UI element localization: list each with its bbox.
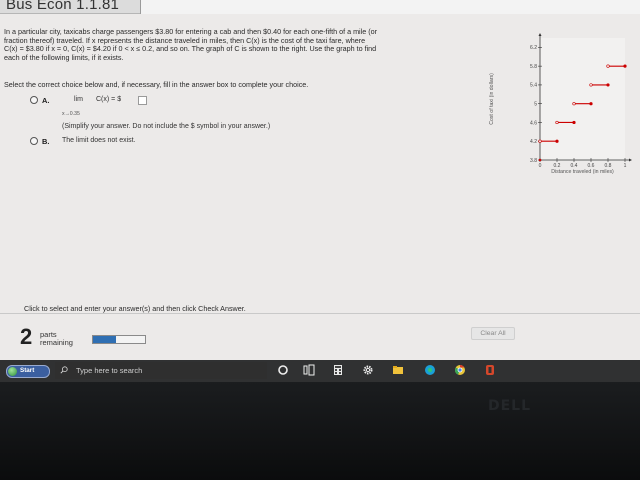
y-axis-arrow [539, 33, 542, 36]
window-title: Bus Econ 1.1.81 [6, 0, 120, 13]
x-axis-arrow [629, 159, 632, 162]
step-closed-point [573, 121, 576, 124]
limit-expression: C(x) = $ [96, 96, 122, 103]
taskbar-search[interactable] [55, 362, 267, 379]
question-line: each of the following limits, if it exists. [4, 52, 124, 62]
search-icon [60, 366, 68, 374]
y-tick-label: 5.4 [530, 82, 537, 89]
x-tick-label: 0.2 [553, 163, 561, 169]
question-text [4, 28, 478, 62]
choice-a-radio[interactable] [30, 96, 38, 104]
search-placeholder: Type here to search [76, 366, 143, 375]
y-tick-label: 5.8 [530, 63, 537, 70]
footer-divider [0, 313, 640, 314]
step-closed-point [590, 102, 593, 105]
edge-icon[interactable] [424, 364, 436, 376]
start-point [539, 159, 542, 162]
question-line: C(x) = $3.80 if x = 0, C(x) = $4.20 if 0 < x ≤ 0.2, and so on. The graph of C is shown to the right. Use the graph to find [4, 44, 377, 54]
chrome-icon[interactable] [454, 364, 466, 376]
step-closed-point [556, 140, 559, 143]
click-instruction: Click to select and enter your answer(s) and then click Check Answer. [24, 304, 246, 313]
y-tick-label: 4.6 [530, 120, 537, 127]
choice-b-radio[interactable] [30, 137, 38, 145]
taxi-cost-graph [485, 32, 635, 182]
title-bar [0, 0, 640, 14]
settings-icon[interactable] [362, 364, 374, 376]
x-axis-label: Distance traveled (in miles) [551, 169, 614, 175]
step-open-point [607, 65, 610, 68]
limit-symbol: lim [74, 96, 83, 103]
progress-bar [92, 335, 146, 344]
calculator-icon[interactable] [332, 364, 344, 376]
choice-a-letter: A. [42, 96, 50, 105]
x-tick-label: 0.8 [604, 163, 612, 169]
x-tick-label: 1 [623, 163, 627, 169]
x-tick-label: 0.6 [587, 163, 595, 169]
x-tick-label: 0 [538, 163, 542, 169]
step-open-point [590, 84, 593, 87]
step-closed-point [624, 65, 627, 68]
step-open-point [573, 102, 576, 105]
dell-logo: DELL [488, 398, 532, 414]
step-closed-point [607, 84, 610, 87]
y-axis-label: Cost of taxi (in dollars) [489, 73, 495, 125]
title-bar-edge [140, 0, 640, 14]
parts-label-line: remaining [40, 337, 73, 347]
answer-input[interactable] [138, 96, 147, 105]
task-view-icon[interactable] [303, 364, 315, 376]
step-open-point [556, 121, 559, 124]
start-button[interactable] [6, 365, 50, 378]
start-label: Start [20, 367, 35, 374]
office-icon[interactable] [484, 364, 496, 376]
windows-orb-icon [8, 367, 17, 376]
y-tick-label: 3.8 [530, 157, 537, 164]
answer-note: (Simplify your answer. Do not include the $ symbol in your answer.) [62, 123, 271, 130]
progress-fill [93, 336, 116, 343]
x-tick-label: 0.4 [570, 163, 578, 169]
step-open-point [539, 140, 542, 143]
y-tick-label: 5 [534, 101, 537, 108]
y-tick-label: 6.2 [530, 45, 537, 52]
choice-b-text: The limit does not exist. [62, 137, 136, 144]
limit-subscript: x→0.35 [62, 111, 80, 117]
clear-all-button[interactable]: Clear All [471, 327, 515, 340]
instruction-text: Select the correct choice below and, if necessary, fill in the answer box to complete your choice. [4, 80, 309, 89]
question-line: In a particular city, taxicabs charge passengers $3.80 for entering a cab and then $0.40 for each one-fifth of a mile (or [4, 27, 378, 36]
y-tick-label: 4.2 [530, 139, 537, 146]
cortana-icon[interactable] [277, 364, 289, 376]
monitor-bezel [0, 382, 640, 480]
graph-axes [539, 33, 633, 162]
parts-remaining-label [40, 331, 90, 346]
choice-b-letter: B. [42, 137, 50, 146]
parts-remaining-count: 2 [20, 324, 33, 349]
file-explorer-icon[interactable] [392, 364, 404, 376]
parts-label-line: parts [40, 330, 57, 339]
question-line: fraction thereof) traveled. If x represents the distance traveled in miles, then C(x) is the cost of the taxi fare, where [4, 35, 366, 45]
